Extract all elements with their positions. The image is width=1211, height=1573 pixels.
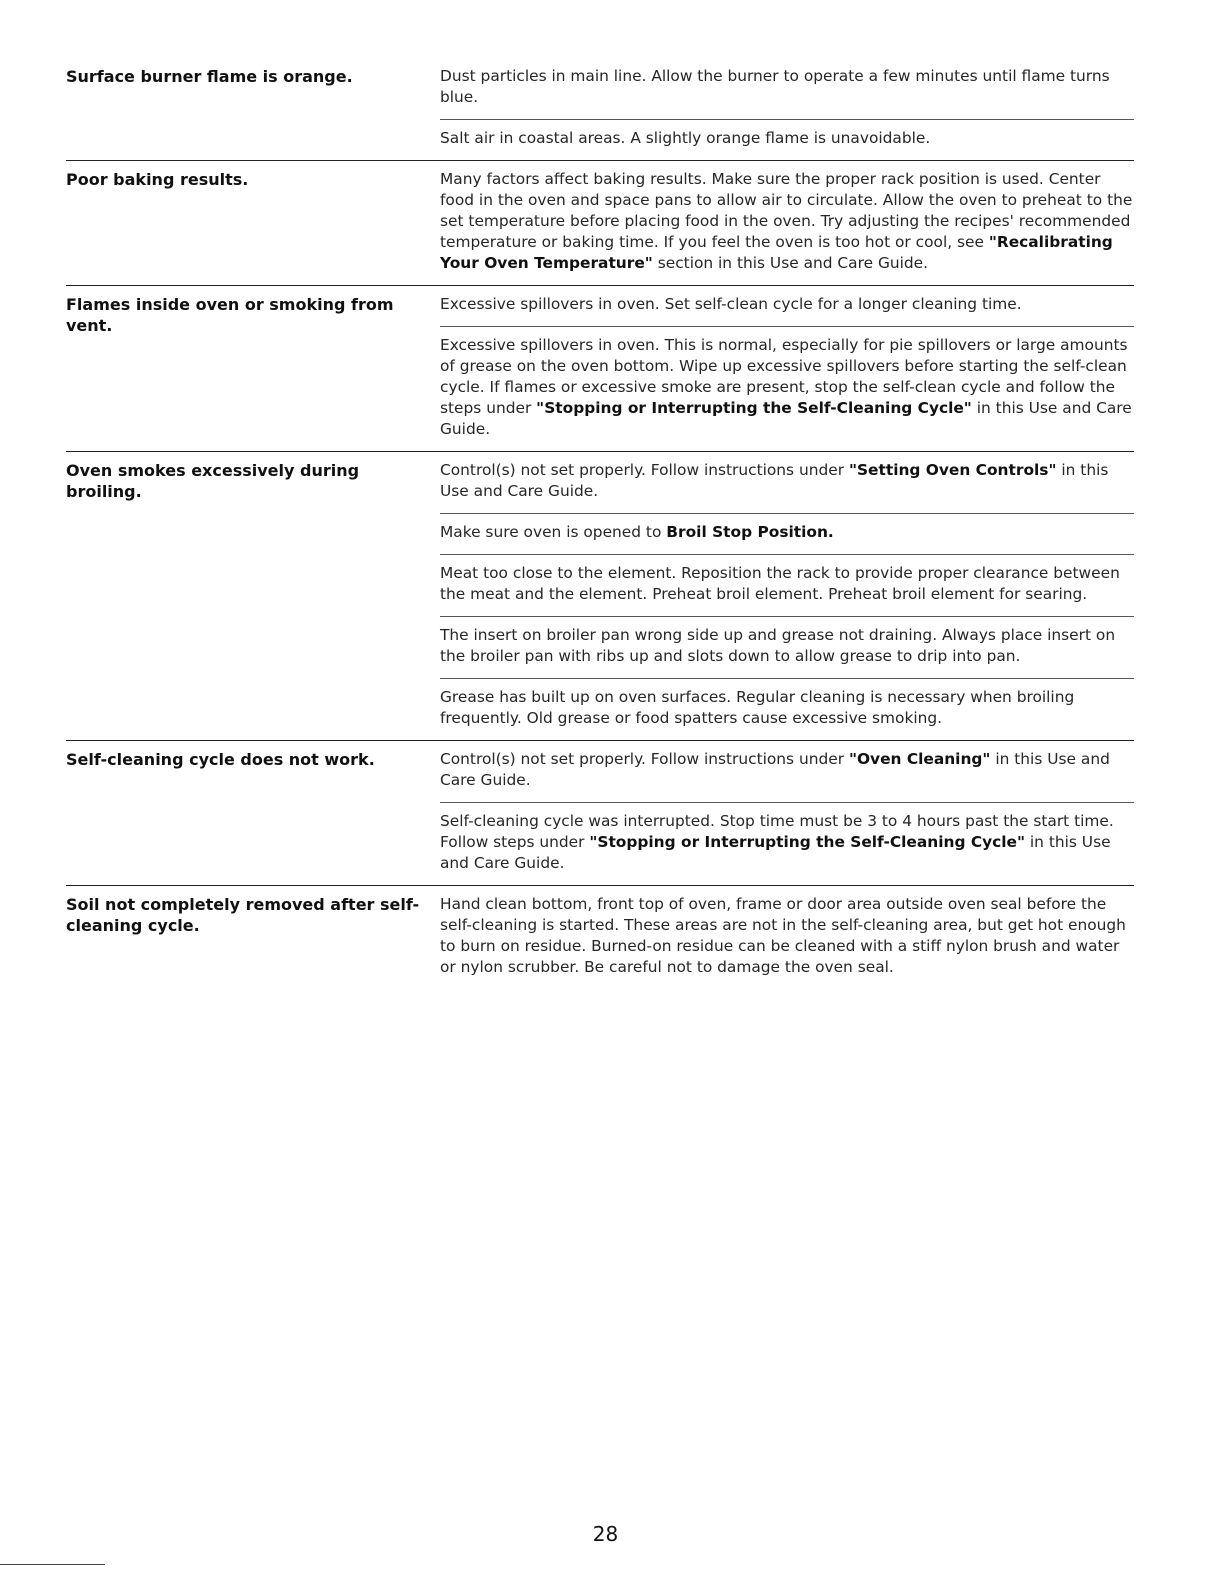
solution-text: Self-cleaning cycle was interrupted. Stop time must be 3 to 4 hours past the start time. Follow steps under: [440, 812, 1114, 851]
solutions-list: [440, 741, 1134, 885]
problem-label: Flames inside oven or smoking from vent.: [66, 295, 394, 335]
solution-text: in this Use and Care Guide.: [440, 461, 1109, 500]
table-row: [66, 161, 1134, 286]
solution-item: [440, 120, 1134, 160]
problem-label: Self-cleaning cycle does not work.: [66, 750, 375, 769]
problem-label: Poor baking results.: [66, 170, 249, 189]
solution-text: Excessive spillovers in oven. This is normal, especially for pie spillovers or large amounts of grease on the oven bottom. Wipe up excessive spillovers before starting the self-clean cycle. If flames or excessive smoke are present, stop the self-clean cycle and follow the steps under: [440, 336, 1128, 417]
solutions-list: [440, 452, 1134, 740]
table-row: [66, 452, 1134, 741]
solution-text: The insert on broiler pan wrong side up and grease not draining. Always place insert on the broiler pan with ribs up and slots down to allow grease to drip into pan.: [440, 626, 1116, 665]
solutions-list: [440, 886, 1134, 989]
solution-text: Control(s) not set properly. Follow instructions under: [440, 461, 849, 479]
problem-label: Surface burner flame is orange.: [66, 67, 353, 86]
solution-item: [440, 617, 1134, 679]
solution-item: [440, 161, 1134, 285]
solution-item: [440, 803, 1134, 885]
solution-item: [440, 58, 1134, 120]
solution-text: Make sure oven is opened to: [440, 523, 667, 541]
footer-rule: [0, 1564, 105, 1565]
table-row: [66, 286, 1134, 452]
solution-text: Meat too close to the element. Reposition the rack to provide proper clearance between the meat and the element. Preheat broil element. Preheat broil element for searing.: [440, 564, 1120, 603]
solution-text: Dust particles in main line. Allow the burner to operate a few minutes until flame turns blue.: [440, 67, 1110, 106]
problem-label: Oven smokes excessively during broiling.: [66, 461, 360, 501]
solution-item: [440, 741, 1134, 803]
solution-item: [440, 286, 1134, 327]
solution-item: [440, 452, 1134, 514]
solution-text: Control(s) not set properly. Follow instructions under: [440, 750, 849, 768]
solution-text: in this Use and Care Guide.: [440, 750, 1110, 789]
table-row: [66, 886, 1134, 989]
solution-text: in this Use and Care Guide.: [440, 833, 1111, 872]
solution-text: Hand clean bottom, front top of oven, frame or door area outside oven seal before the self-cleaning is started. These areas are not in the self-cleaning area, but get hot enough to burn on residue. Burned-on residue can be cleaned with a stiff nylon brush and water or nylon scrubber. Be careful not to damage the oven seal.: [440, 895, 1126, 976]
table-row: [66, 741, 1134, 886]
solution-text: Salt air in coastal areas. A slightly orange flame is unavoidable.: [440, 129, 931, 147]
problem-label: Soil not completely removed after self-cleaning cycle.: [66, 895, 420, 935]
solution-item: [440, 679, 1134, 740]
emphasized-reference: "Setting Oven Controls": [848, 461, 1057, 479]
solution-item: [440, 886, 1134, 989]
page-number: 28: [592, 1522, 619, 1546]
emphasized-reference: "Stopping or Interrupting the Self-Cleaning Cycle": [589, 833, 1026, 851]
solutions-list: [440, 161, 1134, 285]
emphasized-reference: "Oven Cleaning": [848, 750, 991, 768]
solutions-list: [440, 286, 1134, 451]
solution-item: [440, 327, 1134, 451]
solution-item: [440, 514, 1134, 555]
solution-text: Excessive spillovers in oven. Set self-clean cycle for a longer cleaning time.: [440, 295, 1022, 313]
emphasized-reference: "Recalibrating Your Oven Temperature": [440, 233, 1113, 272]
solution-item: [440, 555, 1134, 617]
solution-text: Many factors affect baking results. Make sure the proper rack position is used. Center food in the oven and space pans to allow air to circulate. Allow the oven to preheat to the set temperature before placing food in the oven. Try adjusting the recipes' recommended temperature or baking time. If you feel the oven is too hot or cool, see: [440, 170, 1133, 251]
table-row: [66, 58, 1134, 161]
solution-text: Grease has built up on oven surfaces. Regular cleaning is necessary when broiling frequently. Old grease or food spatters cause excessive smoking.: [440, 688, 1075, 727]
solution-text: section in this Use and Care Guide.: [652, 254, 929, 272]
solutions-list: [440, 58, 1134, 160]
troubleshooting-table: [66, 58, 1134, 989]
solution-text: in this Use and Care Guide.: [440, 399, 1132, 438]
emphasized-reference: "Stopping or Interrupting the Self-Cleaning Cycle": [536, 399, 972, 417]
emphasized-reference: Broil Stop Position.: [666, 523, 834, 541]
